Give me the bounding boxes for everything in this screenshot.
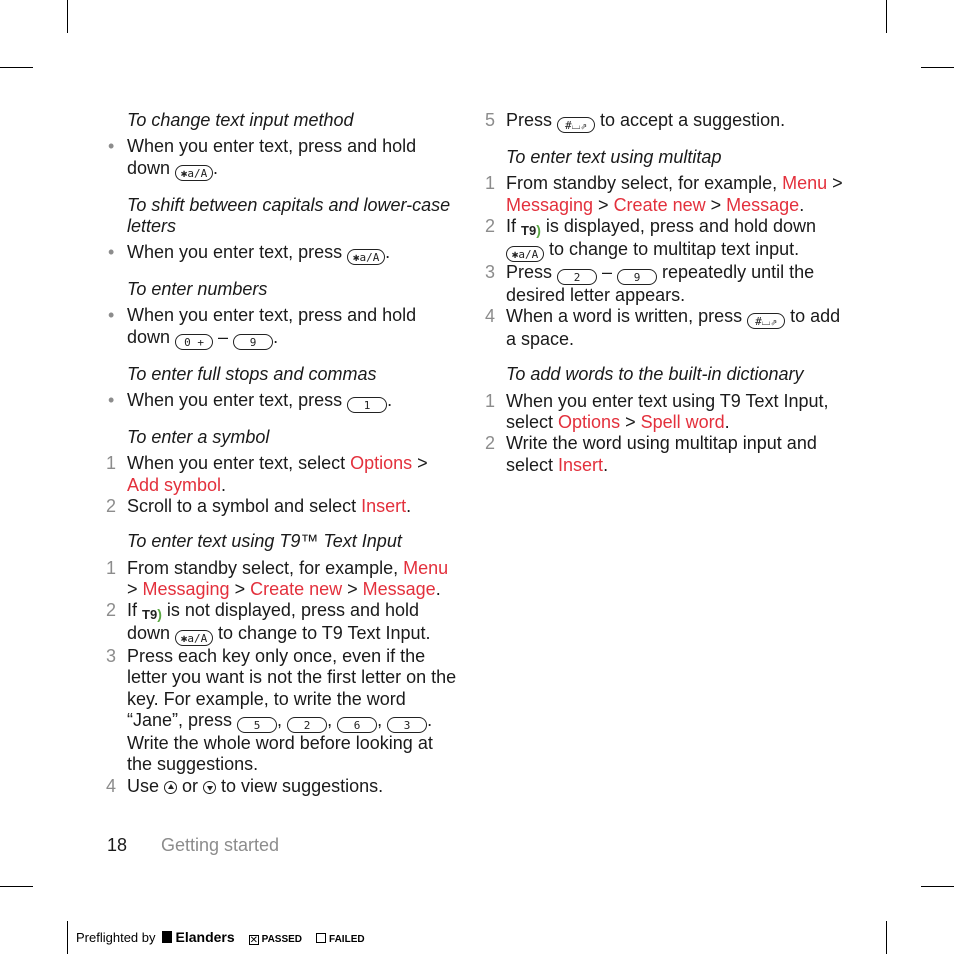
menu-path-item: Options [350,453,413,474]
section-heading: To enter text using multitap [506,147,722,167]
text-run: , [327,710,338,731]
text-run: – [213,326,234,347]
crop-mark [0,886,33,887]
t9-label: T9 [521,222,537,238]
preflight-label: Preflighted by [76,930,156,945]
step-number: 2 [484,433,495,454]
list-item [105,776,460,797]
text-run: to change to multitap text input. [544,238,800,259]
list-item [105,496,460,517]
menu-path-item: Insert [558,454,604,475]
keypad-key-icon: #⌴⇗ [747,313,785,329]
elanders-logo-icon [162,931,172,943]
instruction-section [105,110,460,181]
keypad-key-icon: 2 [287,717,327,733]
text-run: is displayed, press and hold down [540,215,817,236]
text-run: . [799,194,805,215]
step-number: 4 [105,775,116,796]
section-heading: To enter full stops and commas [127,363,377,384]
text-run: > [620,412,641,433]
keypad-key-icon: ✱a/A [506,246,544,262]
menu-path-item: Menu [403,557,449,578]
list-item [105,600,460,646]
text-run: . [387,390,393,411]
text-run: , [377,710,388,731]
t9-ring-icon: ) [157,606,162,623]
crop-mark [67,0,68,33]
text-run: > [229,578,251,599]
step-number: 2 [484,215,495,236]
instruction-section [105,279,460,350]
menu-path-item: Insert [361,495,407,516]
keypad-key-icon: 0 + [175,334,213,350]
section-heading: To enter text using T9™ Text Input [127,531,402,552]
text-run: . [406,495,412,516]
keypad-key-icon: 9 [233,334,273,350]
crop-mark [921,886,954,887]
text-run: Press [506,261,558,282]
crop-mark [886,921,887,954]
text-run: repeatedly until the desired letter appears. [506,261,815,305]
text-run: > [412,453,428,474]
keypad-key-icon: ✱a/A [175,165,213,181]
text-run: > [827,173,843,194]
list-item [105,453,460,496]
text-run: . [724,412,730,433]
preflight-failed: FAILED [329,934,365,945]
text-run: When you enter text, press and hold down [127,305,417,347]
preflight-stamp [76,929,365,945]
text-run: Use [127,775,165,796]
instruction-section [484,364,844,475]
text-run: When you enter text using T9 Text Input, select [506,390,829,433]
text-run: When you enter text, press [127,242,348,263]
text-run: or [177,775,204,796]
list-item [105,305,460,349]
failed-checkbox-icon [316,933,326,943]
section-heading: To shift between capitals and lower-case letters [127,194,451,236]
text-run: Write the word using multitap input and select [506,433,817,475]
list-item [484,433,844,476]
text-run: Press each key only once, even if the letter you want is not the first letter on the key. For example, to write the word “Jane”, press [127,646,457,731]
text-run: . Write the whole word before looking at the suggestions. [127,710,433,775]
preflight-passed: PASSED [261,934,303,945]
menu-path-item: Messaging [142,578,230,599]
navigation-key-up-icon [164,781,177,794]
list-item [484,391,844,434]
text-run: If [506,215,522,236]
bullet-marker: • [108,242,115,263]
text-run: , [277,710,288,731]
keypad-key-icon: ✱a/A [175,630,213,646]
step-number: 3 [484,261,495,282]
text-run: > [127,578,143,599]
page-number: 18 [107,835,128,855]
instruction-section [105,427,460,517]
crop-mark [0,67,33,68]
section-heading: To enter a symbol [127,427,270,448]
passed-checkbox-icon: ✕ [249,935,259,946]
left-column [105,110,460,811]
list-item [484,306,844,350]
text-run: . [221,474,227,495]
menu-path-item: Message [726,194,800,215]
keypad-key-icon: 2 [557,269,597,285]
list-item [484,262,844,306]
text-run: When you enter text, press [127,390,348,411]
preflight-brand: Elanders [175,929,235,945]
text-run: . [603,454,609,475]
section-heading: To add words to the built-in dictionary [506,364,804,385]
menu-path-item: Spell word [640,412,725,433]
list-item [105,390,460,413]
crop-mark [67,921,68,954]
list-item [105,646,460,775]
menu-path-item: Message [362,578,436,599]
text-run: When a word is written, press [506,306,748,327]
text-run: > [705,194,727,215]
list-item [484,110,844,133]
crop-mark [921,67,954,68]
right-column [484,110,844,490]
text-run: When you enter text, select [127,453,351,474]
text-run: From standby select, for example, [506,173,783,194]
text-run: to accept a suggestion. [595,110,786,130]
text-run: If [127,600,143,621]
text-run: . [435,578,441,599]
text-run: – [597,261,618,282]
list-item [484,173,844,216]
text-run: . [213,157,219,178]
step-number: 2 [105,495,116,516]
keypad-key-icon: ✱a/A [347,249,385,265]
list-item [484,216,844,262]
text-run: > [593,194,614,215]
page-footer [107,835,279,856]
menu-path-item: Options [558,412,621,433]
menu-path-item: Create new [250,578,343,599]
bullet-marker: • [108,136,115,157]
list-item [105,558,460,601]
t9-indicator-icon [142,606,162,623]
text-run: Scroll to a symbol and select [127,495,362,516]
text-run: Press [506,110,558,130]
section-heading: To change text input method [127,110,354,130]
section-heading: To enter numbers [127,279,268,300]
step-number: 1 [105,453,116,474]
keypad-key-icon: 9 [617,269,657,285]
text-run: is not displayed, press and hold down [127,600,420,644]
instruction-section [484,110,844,133]
t9-indicator-icon [521,222,541,239]
keypad-key-icon: 1 [347,397,387,413]
text-run: . [385,242,391,263]
keypad-key-icon: 3 [387,717,427,733]
section-title: Getting started [161,835,280,855]
text-run: When you enter text, press and hold down [127,136,417,178]
list-item [105,242,460,265]
bullet-marker: • [108,390,115,411]
crop-mark [886,0,887,33]
step-number: 4 [484,306,495,327]
keypad-key-icon: 6 [337,717,377,733]
step-number: 1 [484,173,495,194]
t9-label: T9 [142,607,158,623]
instruction-section [105,364,460,413]
instruction-section [105,195,460,266]
step-number: 1 [484,390,495,411]
text-run: From standby select, for example, [127,557,404,578]
menu-path-item: Add symbol [127,474,222,495]
step-number: 5 [484,110,495,130]
keypad-key-icon: 5 [237,717,277,733]
navigation-key-down-icon [203,781,216,794]
instruction-section [484,147,844,350]
menu-path-item: Menu [782,173,828,194]
text-run: to add a space. [506,306,841,350]
t9-ring-icon: ) [536,221,541,238]
list-item [105,136,460,180]
bullet-marker: • [108,305,115,326]
text-run: . [273,326,279,347]
menu-path-item: Create new [613,194,706,215]
step-number: 3 [105,646,116,667]
step-number: 2 [105,600,116,621]
menu-path-item: Messaging [506,194,594,215]
instruction-section [105,531,460,797]
step-number: 1 [105,557,116,578]
text-run: to view suggestions. [216,775,384,796]
keypad-key-icon: #⌴⇗ [557,117,595,133]
text-run: to change to T9 Text Input. [213,623,431,644]
text-run: > [342,578,363,599]
